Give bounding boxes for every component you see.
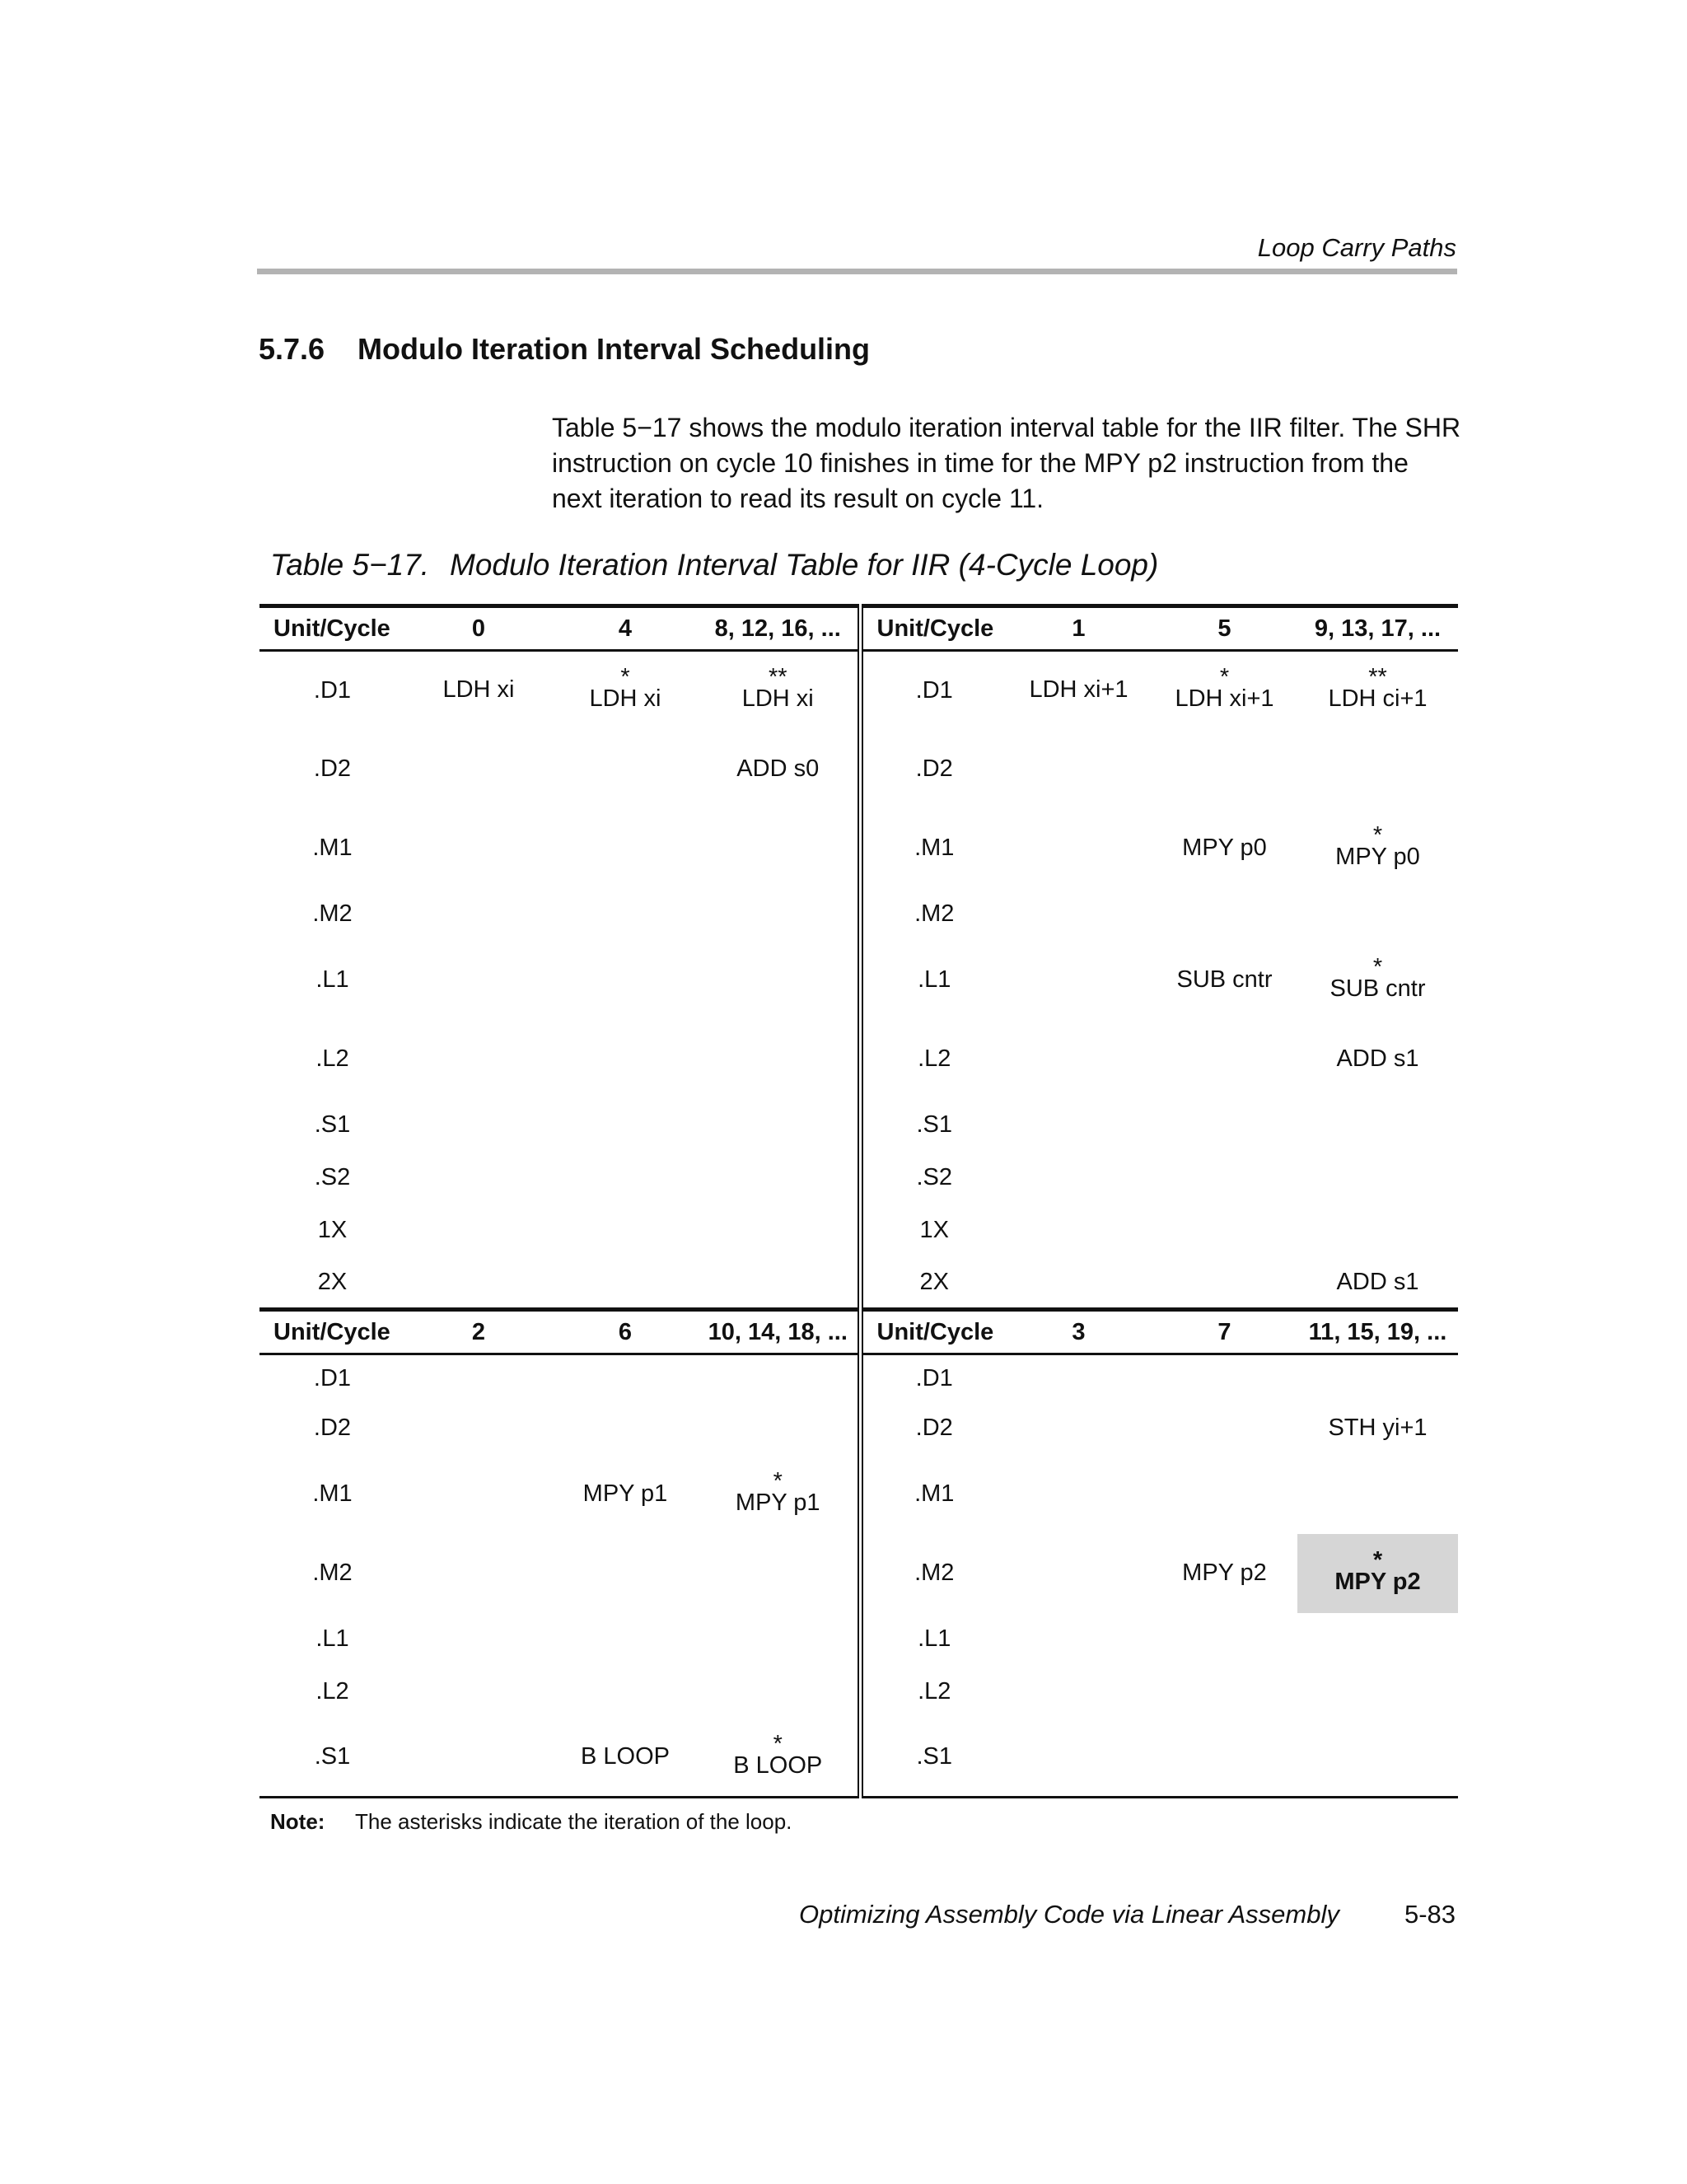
iteration-mark: * xyxy=(1219,664,1230,691)
unit-cell: .S1 xyxy=(860,1719,1006,1798)
schedule-cell xyxy=(1152,1354,1297,1402)
schedule-cell xyxy=(552,941,699,1020)
unit-cell: .D2 xyxy=(313,755,352,782)
schedule-cell xyxy=(405,1666,552,1719)
cycle-header: 8, 12, 16, ... xyxy=(699,606,860,651)
instruction-text: STH yi+1 xyxy=(1328,1414,1428,1441)
table-row xyxy=(259,1402,1458,1455)
unit-cell: .L2 xyxy=(918,1045,951,1072)
header-rule xyxy=(257,269,1457,274)
schedule-cell xyxy=(552,1152,699,1204)
unit-cell: .M1 xyxy=(914,835,955,861)
table-row xyxy=(259,1719,1458,1798)
schedule-cell xyxy=(1152,1666,1297,1719)
schedule-cell xyxy=(1297,1354,1458,1402)
schedule-cell xyxy=(699,1257,860,1310)
schedule-cell xyxy=(552,809,699,888)
instruction-text: MPY p1 xyxy=(735,1489,820,1516)
table-row xyxy=(259,1613,1458,1666)
unit-cell: .D2 xyxy=(313,1415,352,1441)
schedule-cell xyxy=(699,1099,860,1152)
instruction-text: MPY p2 xyxy=(1182,1559,1267,1586)
schedule-cell xyxy=(405,1354,552,1402)
schedule-cell xyxy=(1006,1354,1152,1402)
schedule-cell xyxy=(699,651,860,730)
table-header-row xyxy=(259,606,1458,651)
unit-cell: .D1 xyxy=(915,1364,953,1391)
schedule-cell xyxy=(552,1020,699,1099)
schedule-cell xyxy=(1297,888,1458,941)
schedule-cell xyxy=(699,1719,860,1798)
instruction-text: SUB cntr xyxy=(1176,966,1273,993)
schedule-cell xyxy=(1297,1204,1458,1257)
schedule-cell xyxy=(699,1613,860,1666)
unit-cell: .D1 xyxy=(915,676,953,704)
unit-cycle-header: Unit/Cycle xyxy=(259,606,405,651)
table-row xyxy=(259,1204,1458,1257)
unit-cell: 2X xyxy=(259,1257,405,1310)
schedule-cell xyxy=(405,1534,552,1613)
cycle-header: 2 xyxy=(405,1310,552,1354)
schedule-cell xyxy=(1006,1666,1152,1719)
schedule-cell xyxy=(405,1613,552,1666)
schedule-cell xyxy=(1297,1402,1458,1455)
iteration-mark: ** xyxy=(1368,664,1387,691)
schedule-cell xyxy=(552,1534,699,1613)
schedule-cell xyxy=(699,1354,860,1402)
instruction-text: SUB cntr xyxy=(1330,975,1426,1002)
schedule-cell xyxy=(1006,809,1152,888)
instruction-text: LDH xi+1 xyxy=(1175,685,1274,713)
schedule-cell xyxy=(552,1257,699,1310)
schedule-cell xyxy=(1297,1152,1458,1204)
instruction-text: LDH xi+1 xyxy=(1029,676,1129,704)
schedule-cell xyxy=(1297,941,1458,1020)
schedule-cell xyxy=(1006,888,1152,941)
schedule-cell xyxy=(405,1099,552,1152)
unit-cell: .S2 xyxy=(314,1164,351,1190)
table-row xyxy=(259,1020,1458,1099)
table-row xyxy=(259,1257,1458,1310)
table-label: Table 5−17. xyxy=(270,548,430,582)
schedule-cell xyxy=(1152,888,1297,941)
unit-cell: 1X xyxy=(919,1217,949,1243)
schedule-cell xyxy=(405,1257,552,1310)
schedule-cell xyxy=(405,809,552,888)
schedule-cell xyxy=(1297,1613,1458,1666)
schedule-cell xyxy=(552,1455,699,1534)
schedule-cell xyxy=(1297,1257,1458,1310)
schedule-table-cycles-0-1 xyxy=(259,604,1458,1311)
unit-cell: .L1 xyxy=(918,1625,951,1652)
schedule-cell xyxy=(1152,1152,1297,1204)
schedule-cell xyxy=(699,888,860,941)
footer-title: Optimizing Assembly Code via Linear Assembly xyxy=(799,1900,1339,1929)
table-row xyxy=(259,1354,1458,1402)
schedule-cell xyxy=(1006,1719,1152,1798)
schedule-cell xyxy=(1152,1257,1297,1310)
schedule-cell xyxy=(1152,941,1297,1020)
schedule-cell xyxy=(699,1402,860,1455)
unit-cell: .S1 xyxy=(916,1111,953,1138)
unit-cell: 2X xyxy=(860,1257,1006,1310)
schedule-cell xyxy=(1006,1020,1152,1099)
unit-cell: .D1 xyxy=(313,1364,352,1391)
schedule-cell xyxy=(405,941,552,1020)
schedule-cell xyxy=(1297,1099,1458,1152)
unit-cell: 1X xyxy=(317,1217,348,1243)
table-row xyxy=(259,651,1458,730)
cycle-header: 3 xyxy=(1006,1310,1152,1354)
schedule-cell xyxy=(552,1354,699,1402)
unit-cell: .S2 xyxy=(916,1164,953,1190)
note-label: Note: xyxy=(270,1809,325,1834)
instruction-text: B LOOP xyxy=(581,1742,670,1770)
instruction-text: ADD s1 xyxy=(1336,1268,1419,1295)
schedule-cell xyxy=(405,888,552,941)
schedule-cell xyxy=(699,1152,860,1204)
schedule-cell xyxy=(1006,1534,1152,1613)
unit-cycle-header: Unit/Cycle xyxy=(860,1310,1006,1354)
schedule-cell xyxy=(1297,1455,1458,1534)
instruction-text: B LOOP xyxy=(733,1751,823,1779)
schedule-cell xyxy=(699,941,860,1020)
instruction-text: LDH xi xyxy=(741,685,814,713)
schedule-cell xyxy=(699,1020,860,1099)
intro-paragraph: Table 5−17 shows the modulo iteration interval table for the IIR filter. The SHR instruction on cycle 10 finishes in time for the MPY p2 instruction from the next iteration to read its result on cycle 11. xyxy=(552,413,1461,513)
unit-cell: .L1 xyxy=(918,966,951,993)
instruction-text: MPY p0 xyxy=(1335,843,1420,870)
schedule-cell xyxy=(1006,1613,1152,1666)
schedule-cell xyxy=(1297,730,1458,809)
table-title: Modulo Iteration Interval Table for IIR (4-Cycle Loop) xyxy=(450,548,1159,582)
instruction-text: MPY p1 xyxy=(582,1480,668,1507)
table-row xyxy=(259,1152,1458,1204)
unit-cell: .S1 xyxy=(259,1719,405,1798)
schedule-cell xyxy=(1152,730,1297,809)
unit-cell: .M2 xyxy=(914,900,955,927)
iteration-mark: * xyxy=(620,664,630,691)
schedule-cell xyxy=(1152,1534,1297,1613)
schedule-cell xyxy=(1297,1020,1458,1099)
schedule-cell xyxy=(1297,1534,1458,1613)
schedule-cell xyxy=(552,730,699,809)
iteration-mark: * xyxy=(773,1467,783,1494)
instruction-text: MPY p2 xyxy=(1334,1568,1421,1595)
schedule-cell xyxy=(1006,1099,1152,1152)
table-row xyxy=(259,1455,1458,1534)
iteration-mark: * xyxy=(1372,821,1383,849)
iteration-mark: * xyxy=(1372,953,1383,980)
unit-cell: .M1 xyxy=(312,835,353,861)
cycle-header: 5 xyxy=(1152,606,1297,651)
schedule-cell xyxy=(552,1204,699,1257)
unit-cell: .M2 xyxy=(312,1560,353,1586)
schedule-cell xyxy=(405,730,552,809)
table-note xyxy=(270,1809,792,1835)
schedule-cell xyxy=(405,1455,552,1534)
schedule-cell xyxy=(1152,809,1297,888)
schedule-cell xyxy=(405,1719,552,1798)
unit-cell: .D1 xyxy=(313,676,352,704)
iteration-mark: ** xyxy=(768,664,787,691)
unit-cell: .D2 xyxy=(915,1415,953,1441)
schedule-cell xyxy=(552,888,699,941)
note-text: The asterisks indicate the iteration of the loop. xyxy=(355,1809,792,1834)
schedule-cell xyxy=(1297,1666,1458,1719)
iteration-mark: * xyxy=(1372,1546,1383,1574)
schedule-cell xyxy=(1006,730,1152,809)
schedule-table-cycles-2-3 xyxy=(259,1307,1458,1798)
schedule-cell xyxy=(699,1534,860,1613)
instruction-text: ADD s0 xyxy=(736,755,820,782)
schedule-cell xyxy=(1006,1257,1152,1310)
table-row xyxy=(259,1666,1458,1719)
schedule-cell xyxy=(1006,1402,1152,1455)
unit-cell: .L1 xyxy=(315,1625,349,1652)
schedule-cell xyxy=(1297,809,1458,888)
schedule-cell xyxy=(405,651,552,730)
page-footer xyxy=(799,1900,1458,1929)
schedule-cell xyxy=(552,651,699,730)
instruction-text: LDH xi xyxy=(442,676,515,704)
schedule-cell xyxy=(699,1204,860,1257)
schedule-cell xyxy=(1152,1613,1297,1666)
unit-cycle-header: Unit/Cycle xyxy=(259,1310,405,1354)
schedule-cell xyxy=(1006,941,1152,1020)
schedule-cell xyxy=(552,1402,699,1455)
unit-cell: .M1 xyxy=(312,1480,353,1507)
unit-cell: .L2 xyxy=(315,1678,349,1705)
schedule-cell xyxy=(1297,651,1458,730)
schedule-cell xyxy=(405,1020,552,1099)
instruction-text: LDH ci+1 xyxy=(1328,685,1428,713)
cycle-header: 7 xyxy=(1152,1310,1297,1354)
unit-cell: .L1 xyxy=(315,966,349,993)
cycle-header: 10, 14, 18, ... xyxy=(699,1310,860,1354)
cycle-header: 9, 13, 17, ... xyxy=(1297,606,1458,651)
schedule-cell xyxy=(405,1152,552,1204)
unit-cell: .D2 xyxy=(915,755,953,782)
table-caption xyxy=(270,548,1158,582)
unit-cell: .M1 xyxy=(914,1480,955,1507)
schedule-cell xyxy=(1152,1020,1297,1099)
schedule-cell xyxy=(405,1204,552,1257)
unit-cell: .M2 xyxy=(312,900,353,927)
unit-cell: .L2 xyxy=(918,1678,951,1705)
cycle-header: 4 xyxy=(552,606,699,651)
table-row xyxy=(259,941,1458,1020)
unit-cell: .S1 xyxy=(314,1111,351,1138)
instruction-text: MPY p0 xyxy=(1182,834,1267,861)
section-title: Modulo Iteration Interval Scheduling xyxy=(357,332,871,366)
section-heading xyxy=(259,332,870,367)
schedule-cell xyxy=(699,1455,860,1534)
schedule-cell xyxy=(699,1666,860,1719)
schedule-cell xyxy=(1006,1455,1152,1534)
schedule-cell xyxy=(699,809,860,888)
iteration-mark: * xyxy=(773,1730,783,1757)
cycle-header: 0 xyxy=(405,606,552,651)
section-number: 5.7.6 xyxy=(259,332,325,366)
cycle-header: 11, 15, 19, ... xyxy=(1297,1310,1458,1354)
running-head: Loop Carry Paths xyxy=(1257,233,1456,262)
table-header-row xyxy=(259,1310,1458,1354)
instruction-text: ADD s1 xyxy=(1336,1045,1419,1072)
schedule-cell xyxy=(1152,1455,1297,1534)
table-row xyxy=(259,1099,1458,1152)
schedule-cell xyxy=(1152,651,1297,730)
schedule-cell xyxy=(552,1613,699,1666)
schedule-cell xyxy=(552,1099,699,1152)
table-row xyxy=(259,1534,1458,1613)
schedule-cell xyxy=(1152,1099,1297,1152)
schedule-cell xyxy=(1006,1152,1152,1204)
table-row xyxy=(259,730,1458,809)
schedule-cell xyxy=(1152,1719,1297,1798)
schedule-cell xyxy=(1152,1402,1297,1455)
table-row xyxy=(259,888,1458,941)
schedule-cell xyxy=(1006,1204,1152,1257)
unit-cell: .L2 xyxy=(315,1045,349,1072)
table-row xyxy=(259,809,1458,888)
schedule-cell xyxy=(1297,1719,1458,1798)
page-number: 5-83 xyxy=(1404,1900,1456,1929)
schedule-cell xyxy=(1006,651,1152,730)
schedule-cell xyxy=(1152,1204,1297,1257)
schedule-cell xyxy=(552,1719,699,1798)
unit-cycle-header: Unit/Cycle xyxy=(860,606,1006,651)
schedule-cell xyxy=(699,730,860,809)
cycle-header: 1 xyxy=(1006,606,1152,651)
unit-cell: .M2 xyxy=(914,1560,955,1586)
instruction-text: LDH xi xyxy=(589,685,661,713)
schedule-cell xyxy=(405,1402,552,1455)
cycle-header: 6 xyxy=(552,1310,699,1354)
schedule-cell xyxy=(552,1666,699,1719)
